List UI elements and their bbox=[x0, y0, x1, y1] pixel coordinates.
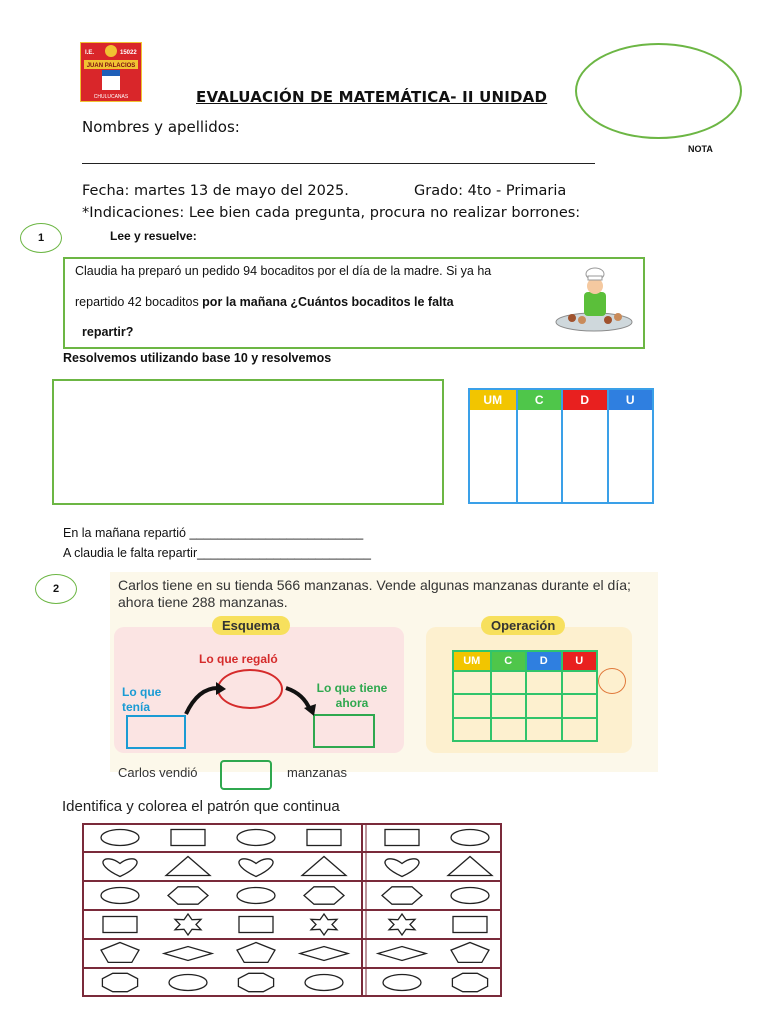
logo-place: CHULUCANAS bbox=[93, 94, 129, 100]
header-c: C bbox=[516, 390, 562, 410]
chef-illustration bbox=[554, 264, 634, 334]
grade-text: Grado: 4to - Primaria bbox=[414, 183, 567, 199]
star-shape[interactable] bbox=[175, 914, 201, 935]
cell-um[interactable] bbox=[470, 410, 516, 502]
heart-shape[interactable] bbox=[385, 859, 419, 877]
problem1-line2-plain: repartido 42 bocaditos bbox=[75, 295, 203, 309]
cell[interactable] bbox=[561, 670, 597, 693]
sold-answer-box[interactable] bbox=[220, 760, 272, 790]
grade-oval bbox=[575, 43, 742, 139]
ellipse-shape[interactable] bbox=[451, 888, 489, 904]
cell[interactable] bbox=[490, 693, 526, 716]
octagon-shape[interactable] bbox=[452, 973, 487, 991]
grade-label: NOTA bbox=[688, 144, 713, 154]
header-u: U bbox=[607, 390, 653, 410]
hexagon-shape[interactable] bbox=[168, 887, 208, 904]
ellipse-shape[interactable] bbox=[383, 975, 421, 991]
cell[interactable] bbox=[454, 693, 490, 716]
heart-shape[interactable] bbox=[239, 859, 273, 877]
header-c: C bbox=[490, 652, 526, 670]
had-answer-box[interactable] bbox=[126, 715, 186, 749]
scheme-arrows bbox=[180, 680, 320, 720]
place-value-table-2 bbox=[452, 650, 598, 742]
problem1-line2-bold: por la mañana ¿Cuántos bocaditos le falta bbox=[202, 295, 454, 309]
question-number-1: 1 bbox=[20, 223, 62, 253]
problem1-line3: repartir? bbox=[82, 325, 134, 339]
answer-line-morning[interactable]: En la mañana repartió _________________________ bbox=[63, 526, 364, 540]
base10-instruction: Resolvemos utilizando base 10 y resolvemos bbox=[63, 351, 332, 365]
answer-line-remaining[interactable]: A claudia le falta repartir_________________________ bbox=[63, 546, 371, 560]
ellipse-shape[interactable] bbox=[237, 888, 275, 904]
names-answer-line[interactable] bbox=[82, 163, 595, 164]
cell[interactable] bbox=[490, 717, 526, 740]
school-logo bbox=[80, 42, 142, 102]
octagon-shape[interactable] bbox=[102, 973, 137, 991]
pattern-title: Identifica y colorea el patrón que continua bbox=[62, 798, 340, 815]
rectangle-shape[interactable] bbox=[171, 830, 205, 846]
logo-school-name: JUAN PALACIOS bbox=[86, 63, 136, 69]
problem1-line2 bbox=[75, 295, 454, 309]
rectangle-shape[interactable] bbox=[453, 917, 487, 933]
rectangle-shape[interactable] bbox=[103, 917, 137, 933]
cell[interactable] bbox=[525, 670, 561, 693]
header-u: U bbox=[561, 652, 597, 670]
cell[interactable] bbox=[454, 670, 490, 693]
rectangle-shape[interactable] bbox=[385, 830, 419, 846]
logo-number: 15022 bbox=[120, 50, 137, 56]
triangle-shape[interactable] bbox=[166, 857, 210, 876]
star-shape[interactable] bbox=[311, 914, 337, 935]
cell[interactable] bbox=[490, 670, 526, 693]
cell[interactable] bbox=[525, 693, 561, 716]
problem1-line1: Claudia ha preparó un pedido 94 bocaditos por el día de la madre. Si ya ha bbox=[75, 264, 492, 278]
problem2-text: Carlos tiene en su tienda 566 manzanas. Vende algunas manzanas durante el día; ahora tiene 288 manzanas. bbox=[118, 577, 631, 610]
triangle-shape[interactable] bbox=[448, 857, 492, 876]
page-title: EVALUACIÓN DE MATEMÁTICA- II UNIDAD bbox=[196, 88, 548, 106]
ellipse-shape[interactable] bbox=[169, 975, 207, 991]
work-area-box[interactable] bbox=[52, 379, 444, 505]
ellipse-shape[interactable] bbox=[237, 830, 275, 846]
has-now-answer-box[interactable] bbox=[313, 714, 375, 748]
heart-shape[interactable] bbox=[103, 859, 137, 877]
diamond-shape[interactable] bbox=[164, 947, 212, 961]
had-label: Lo que tenía bbox=[122, 685, 162, 714]
triangle-shape[interactable] bbox=[302, 857, 346, 876]
ellipse-shape[interactable] bbox=[101, 830, 139, 846]
date-text: Fecha: martes 13 de mayo del 2025. bbox=[82, 183, 349, 199]
has-now-label: Lo que tiene ahora bbox=[316, 681, 388, 710]
header-d: D bbox=[561, 390, 607, 410]
cell-d[interactable] bbox=[561, 410, 607, 502]
pattern-grid bbox=[82, 823, 502, 997]
ellipse-shape[interactable] bbox=[305, 975, 343, 991]
pentagon-shape[interactable] bbox=[237, 943, 275, 963]
pentagon-shape[interactable] bbox=[451, 943, 489, 963]
cell-c[interactable] bbox=[516, 410, 562, 502]
sold-suffix: manzanas bbox=[287, 765, 347, 780]
scheme-title: Esquema bbox=[212, 616, 290, 635]
star-shape[interactable] bbox=[389, 914, 415, 935]
ellipse-shape[interactable] bbox=[451, 830, 489, 846]
header-um: UM bbox=[470, 390, 516, 410]
cell[interactable] bbox=[454, 717, 490, 740]
logo-top-text: I.E. bbox=[85, 50, 95, 56]
rectangle-shape[interactable] bbox=[307, 830, 341, 846]
place-value-table-1 bbox=[468, 388, 654, 504]
ellipse-shape[interactable] bbox=[101, 888, 139, 904]
question1-heading: Lee y resuelve: bbox=[110, 229, 197, 243]
sold-prefix: Carlos vendió bbox=[118, 765, 198, 780]
cell[interactable] bbox=[561, 693, 597, 716]
pentagon-shape[interactable] bbox=[101, 943, 139, 963]
operation-sign-circle[interactable] bbox=[598, 668, 626, 694]
diamond-shape[interactable] bbox=[300, 947, 348, 961]
header-d: D bbox=[525, 652, 561, 670]
hexagon-shape[interactable] bbox=[382, 887, 422, 904]
cell[interactable] bbox=[561, 717, 597, 740]
rectangle-shape[interactable] bbox=[239, 917, 273, 933]
cell-u[interactable] bbox=[607, 410, 653, 502]
question-number-2: 2 bbox=[35, 574, 77, 604]
operation-title: Operación bbox=[481, 616, 565, 635]
octagon-shape[interactable] bbox=[238, 973, 273, 991]
instructions-text: *Indicaciones: Lee bien cada pregunta, procura no realizar borrones: bbox=[82, 205, 581, 221]
cell[interactable] bbox=[525, 717, 561, 740]
diamond-shape[interactable] bbox=[378, 947, 426, 961]
gave-label: Lo que regaló bbox=[199, 652, 278, 666]
arrow-left-icon bbox=[216, 682, 226, 695]
header-um: UM bbox=[454, 652, 490, 670]
names-label: Nombres y apellidos: bbox=[82, 118, 240, 136]
hexagon-shape[interactable] bbox=[304, 887, 344, 904]
